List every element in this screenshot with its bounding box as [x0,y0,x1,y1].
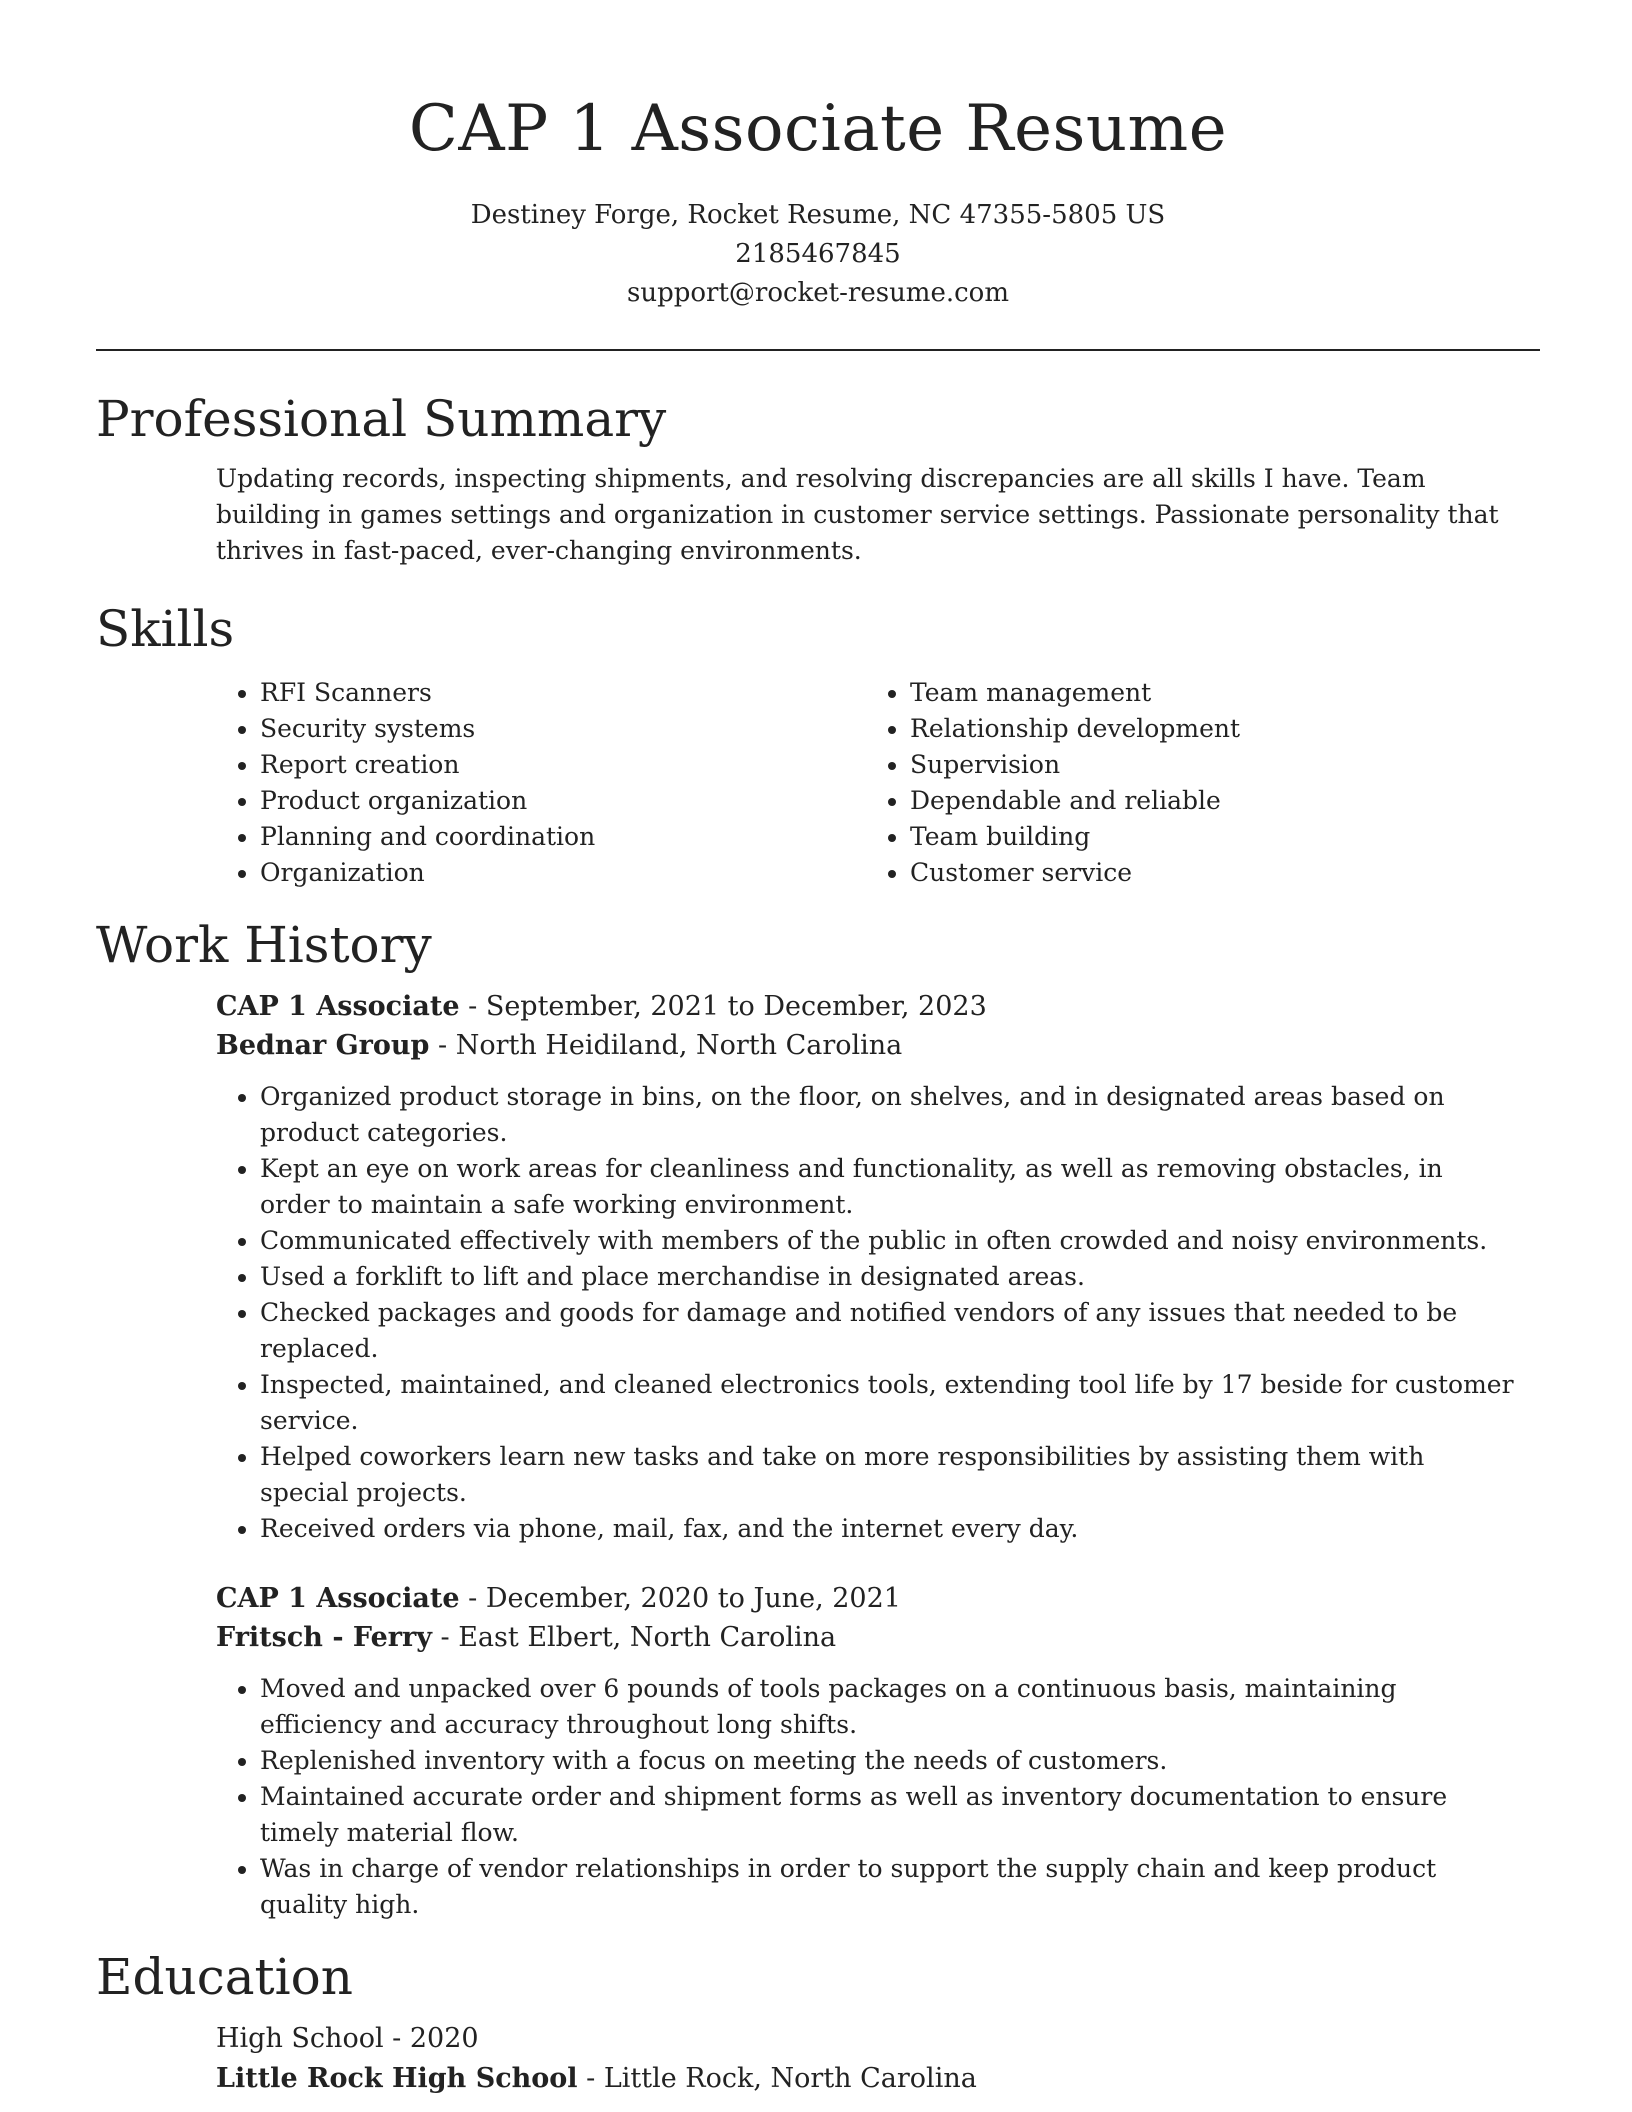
job-dates: - September, 2021 to December, 2023 [459,991,987,1022]
contact-address: Destiney Forge, Rocket Resume, NC 47355-5805 US [470,200,1166,230]
skill-item: • Supervision [910,747,1516,783]
skill-item: • Organization [260,855,866,891]
job-title: CAP 1 Associate [216,1583,460,1614]
contact-email: support@rocket-resume.com [626,278,1009,308]
duty-item: • Moved and unpacked over 6 pounds of tools packages on a continuous basis, maintaining efficiency and accuracy throughout long shifts. [260,1671,1516,1743]
job-title-line [216,987,1516,1026]
job-title: CAP 1 Associate [216,991,460,1022]
summary-heading: Professional Summary [96,390,667,448]
job-dates: - December, 2020 to June, 2021 [459,1583,901,1614]
skill-item: • Planning and coordination [260,819,866,855]
education-heading: Education [96,1948,353,2006]
education-school-line [216,2059,1516,2099]
education-degree-line [216,2019,1516,2059]
summary-text: Updating records, inspecting shipments, and resolving discrepancies are all skills I have. Team building in games settings and organization in customer service settings. Passionate personality that thrives in fast-paced, ever-changing environments. [216,464,1499,565]
job-company: Fritsch - Ferry [216,1622,432,1653]
job-entry [216,1579,1516,1923]
education-location: - Little Rock, North Carolina [577,2063,977,2094]
skill-item: • Dependable and reliable [910,783,1516,819]
duty-item: • Kept an eye on work areas for cleanliness and functionality, as well as removing obstacles, in order to maintain a safe working environment. [260,1151,1516,1223]
skill-item: • Product organization [260,783,866,819]
duty-item: • Organized product storage in bins, on the floor, on shelves, and in designated areas based on product categories. [260,1079,1516,1151]
skill-item: • Team management [910,675,1516,711]
skills-list [216,675,1516,891]
duty-item: • Checked packages and goods for damage and notified vendors of any issues that needed to be replaced. [260,1295,1516,1367]
resume-title: CAP 1 Associate Resume [408,92,1228,166]
duty-item: • Used a forklift to lift and place merchandise in designated areas. [260,1259,1516,1295]
education-degree: High School [216,2023,384,2054]
job-location: - East Elbert, North Carolina [431,1622,837,1653]
skill-item: • Relationship development [910,711,1516,747]
job-entry [216,987,1516,1547]
job-title-line [216,1579,1516,1618]
skill-item: • Report creation [260,747,866,783]
duty-item: • Maintained accurate order and shipment forms as well as inventory documentation to ensure timely material flow. [260,1779,1516,1851]
header-divider [96,349,1540,351]
duty-item: • Replenished inventory with a focus on meeting the needs of customers. [260,1743,1516,1779]
skills-heading: Skills [96,600,235,658]
job-duties [216,1671,1516,1923]
duty-item: • Inspected, maintained, and cleaned electronics tools, extending tool life by 17 beside for customer service. [260,1367,1516,1439]
skill-item: • RFI Scanners [260,675,866,711]
education-year: - 2020 [383,2023,479,2054]
contact-phone: 2185467845 [735,239,901,269]
work-history-heading: Work History [96,916,432,974]
education-entry [216,2019,1516,2099]
duty-item: • Helped coworkers learn new tasks and take on more responsibilities by assisting them with special projects. [260,1439,1516,1511]
skills-column-right [866,675,1516,891]
job-location: - North Heidiland, North Carolina [429,1030,903,1061]
duty-item: • Communicated effectively with members of the public in often crowded and noisy environments. [260,1223,1516,1259]
education-school: Little Rock High School [216,2063,578,2094]
job-duties [216,1079,1516,1547]
skill-item: • Team building [910,819,1516,855]
job-company-line [216,1026,1516,1065]
skills-column-left [216,675,866,891]
contact-block [96,196,1540,313]
resume-page [96,0,1540,2099]
skill-item: • Customer service [910,855,1516,891]
job-company: Bednar Group [216,1030,430,1061]
job-company-line [216,1618,1516,1657]
duty-item: • Received orders via phone, mail, fax, and the internet every day. [260,1511,1516,1547]
skill-item: • Security systems [260,711,866,747]
duty-item: • Was in charge of vendor relationships in order to support the supply chain and keep product quality high. [260,1851,1516,1923]
